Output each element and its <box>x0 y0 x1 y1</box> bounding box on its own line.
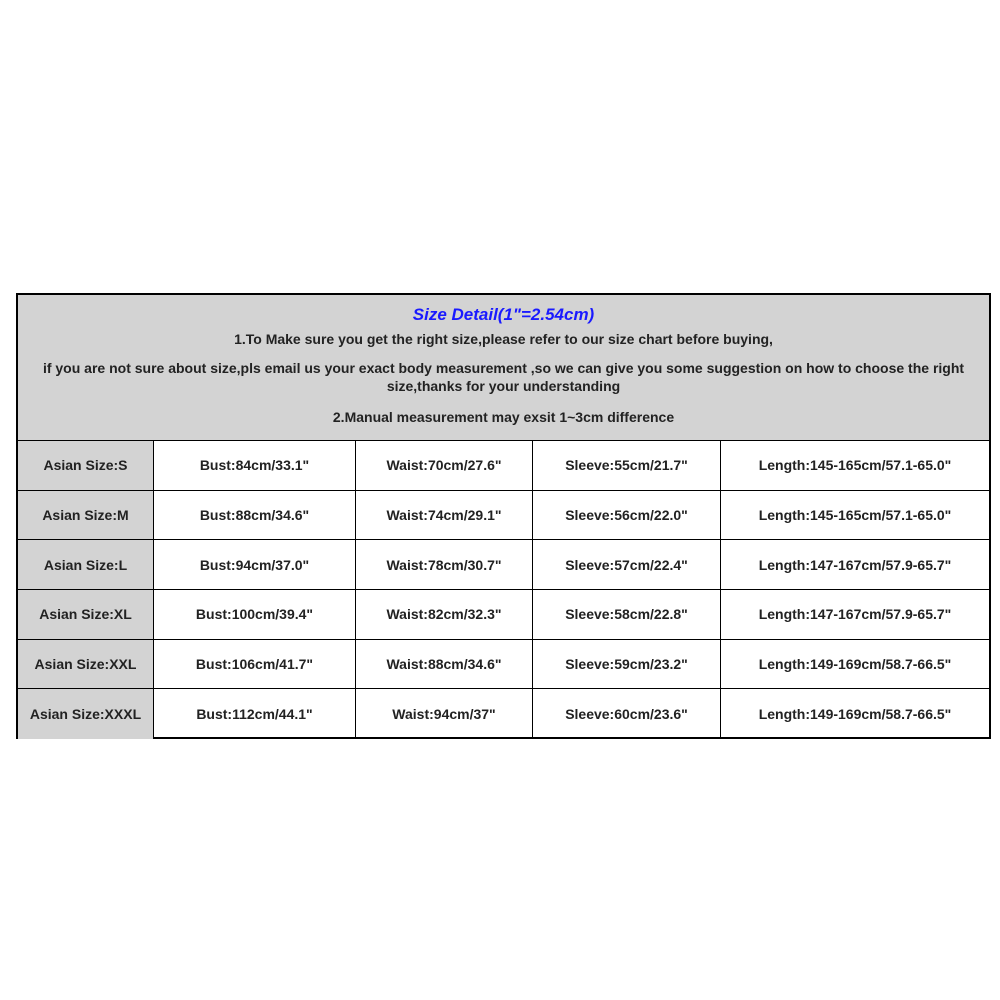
note-measurement-difference: 2.Manual measurement may exsit 1~3cm difference <box>332 409 675 425</box>
size-cell: Asian Size:XXL <box>18 640 154 689</box>
waist-cell: Waist:78cm/30.7" <box>356 540 533 589</box>
size-cell: Asian Size:M <box>18 491 154 540</box>
size-table <box>18 441 989 739</box>
note-right-size: 1.To Make sure you get the right size,please refer to our size chart before buying, <box>234 331 773 347</box>
table-row <box>18 640 989 690</box>
bust-cell: Bust:106cm/41.7" <box>154 640 356 689</box>
length-cell: Length:147-167cm/57.9-65.7" <box>758 606 952 623</box>
length-cell: Length:145-165cm/57.1-65.0" <box>758 457 952 474</box>
sleeve-cell: Sleeve:60cm/23.6" <box>533 689 721 739</box>
bust-cell: Bust:100cm/39.4" <box>154 590 356 639</box>
size-cell: Asian Size:S <box>18 441 154 490</box>
bust-cell: Bust:88cm/34.6" <box>154 491 356 540</box>
sleeve-cell: Sleeve:55cm/21.7" <box>533 441 721 490</box>
bust-cell: Bust:94cm/37.0" <box>154 540 356 589</box>
table-row <box>18 441 989 491</box>
length-cell: Length:147-167cm/57.9-65.7" <box>758 556 952 573</box>
sleeve-cell: Sleeve:58cm/22.8" <box>533 590 721 639</box>
size-cell: Asian Size:XL <box>18 590 154 639</box>
bust-cell: Bust:84cm/33.1" <box>154 441 356 490</box>
waist-cell: Waist:88cm/34.6" <box>356 640 533 689</box>
size-chart-header <box>18 295 989 441</box>
table-row <box>18 590 989 640</box>
size-cell: Asian Size:XXXL <box>18 689 154 739</box>
table-row <box>18 491 989 541</box>
size-cell: Asian Size:L <box>18 540 154 589</box>
length-cell: Length:145-165cm/57.1-65.0" <box>758 506 952 523</box>
waist-cell: Waist:70cm/27.6" <box>356 441 533 490</box>
length-cell: Length:149-169cm/58.7-66.5" <box>758 706 952 723</box>
sleeve-cell: Sleeve:56cm/22.0" <box>533 491 721 540</box>
waist-cell: Waist:94cm/37" <box>356 689 533 739</box>
bust-cell: Bust:112cm/44.1" <box>154 689 356 739</box>
size-chart <box>16 293 991 739</box>
waist-cell: Waist:82cm/32.3" <box>356 590 533 639</box>
table-row <box>18 689 989 739</box>
sleeve-cell: Sleeve:59cm/23.2" <box>533 640 721 689</box>
waist-cell: Waist:74cm/29.1" <box>356 491 533 540</box>
length-cell: Length:149-169cm/58.7-66.5" <box>758 655 952 672</box>
size-chart-title: Size Detail(1"=2.54cm) <box>412 305 595 324</box>
note-email-measurement: if you are not sure about size,pls email us your exact body measurement ,so we can give you some suggestion on how to choose the right size,thanks for your understanding <box>42 360 965 394</box>
sleeve-cell: Sleeve:57cm/22.4" <box>533 540 721 589</box>
table-row <box>18 540 989 590</box>
